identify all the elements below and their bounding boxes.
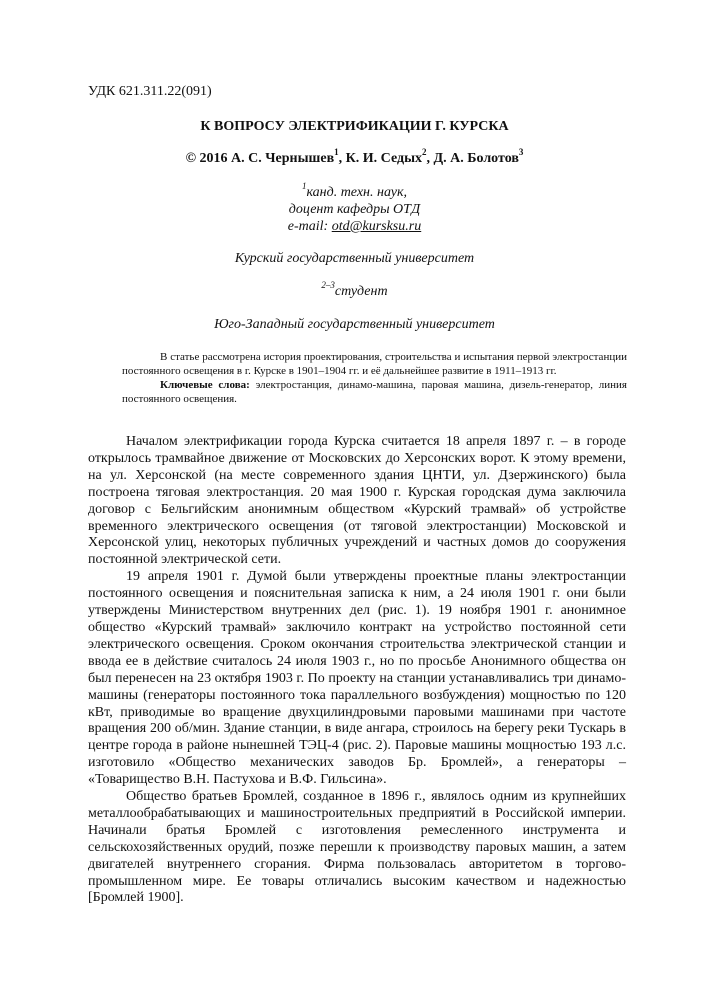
email-label: e-mail: [287, 219, 332, 234]
paper-title: К ВОПРОСУ ЭЛЕКТРИФИКАЦИИ Г. КУРСКА [200, 119, 509, 134]
author-separator: , [426, 151, 431, 166]
affiliation-1-email-line [0, 218, 709, 235]
affiliation-1-degree-line [0, 181, 709, 201]
keywords-paragraph [122, 378, 627, 406]
author-1: А. С. Чернышев [231, 151, 335, 166]
body-paragraph-3: Общество братьев Бромлей, созданное в 1896 г., являлось одним из крупнейших металлообрабатывающих и машиностроительных предприятий в Российской империи. Начинали братья Бромлей с изготовления ремесленного инструмента и сельскохозяйственных орудий, позже перешли к производству паровых машин, а затем двигателей внутреннего сгорания. Фирма пользовалась авторитетом в торгово-промышленном мире. Ее товары отличались высоким качеством и надежностью [Бромлей 1900]. [88, 789, 626, 906]
affiliation-1-sup: 1 [301, 181, 307, 192]
author-line [0, 147, 709, 167]
author-3: Д. А. Болотов [433, 151, 519, 166]
affiliation-2-sup: 2–3 [321, 280, 335, 291]
body-paragraph-2: 19 апреля 1901 г. Думой были утверждены проектные планы электростанции постоянного освещения и пояснительная записка к ним, а 24 июля 1901 г. они были утверждены Министерством внутренних дел (рис. 1). 19 ноября 1901 г. анонимное общество «Курский трамвай» заключило контракт на устройство постоянной сети электрического освещения. Сроком окончания строительства электрической станции и ввода ее в действие считалось 24 июля 1903 г., но по просьбе Анонимного общества он был перенесен на 23 октября 1903 г. По проекту на станции устанавливались три динамо-машины (генераторы постоянного тока параллельного возбуждения) мощностью по 120 кВт, приводимые во вращение двухцилиндровыми паровыми машинами при частоте вращения 200 об/мин. Здание станции, в виде ангара, строилось на берегу реки Тускарь в центре города в районе нынешней ТЭЦ-4 (рис. 2). Паровые машины мощностью 193 л.с. изготовило «Общество механических заводов Бр. Бромлей», а генераторы – «Товарищество В.Н. Пастухова и В.Ф. Гильсина». [88, 569, 626, 788]
affiliation-2-role: студент [334, 284, 388, 299]
body-paragraph-1: Началом электрификации города Курска считается 18 апреля 1897 г. – в городе открылось трамвайное движение от Московских до Херсонских ворот. К этому времени, на ул. Херсонской (на месте современного здания ЦНТИ, ул. Дзержинского) была построена тяговая электростанция. 20 мая 1900 г. Курская городская дума заключила договор с Бельгийским анонимным обществом «Курский трамвай» об устройстве временного электрического освещения (от тяговой электростанции) Московской и Херсонской улиц, некоторых публичных учреждений и частных домов до сооружения постоянной электрической сети. [88, 434, 626, 568]
abstract-text: В статье рассмотрена история проектирования, строительства и испытания первой электростанции постоянного освещения в г. Курске в 1901–1904 гг. и её дальнейшее развитие в 1911–1913 гг. [122, 351, 627, 377]
author-3-sup: 3 [518, 147, 524, 158]
udk-code: УДК 621.311.22(091) [88, 84, 212, 99]
keywords-label: Ключевые слова: [160, 379, 250, 391]
author-2-sup: 2 [422, 147, 427, 158]
author-2: К. И. Седых [345, 151, 423, 166]
affiliation-2-role-line [0, 280, 709, 300]
author-1-sup: 1 [334, 147, 339, 158]
article-body [88, 434, 626, 907]
abstract-block [122, 350, 627, 406]
author-separator: , [338, 151, 343, 166]
affiliation-2-university: Юго-Западный государственный университет [214, 317, 495, 332]
affiliation-1-degree: канд. техн. наук, [306, 185, 408, 200]
keywords-list: электростанция, динамо-машина, паровая машина, дизель-генератор, линия постоянного освещения. [122, 379, 627, 405]
copyright-year: © 2016 [185, 151, 228, 166]
affiliation-1-position: доцент кафедры ОТД [288, 202, 421, 217]
affiliation-1-university: Курский государственный университет [234, 251, 475, 266]
email-link[interactable]: otd@kursksu.ru [331, 219, 422, 234]
